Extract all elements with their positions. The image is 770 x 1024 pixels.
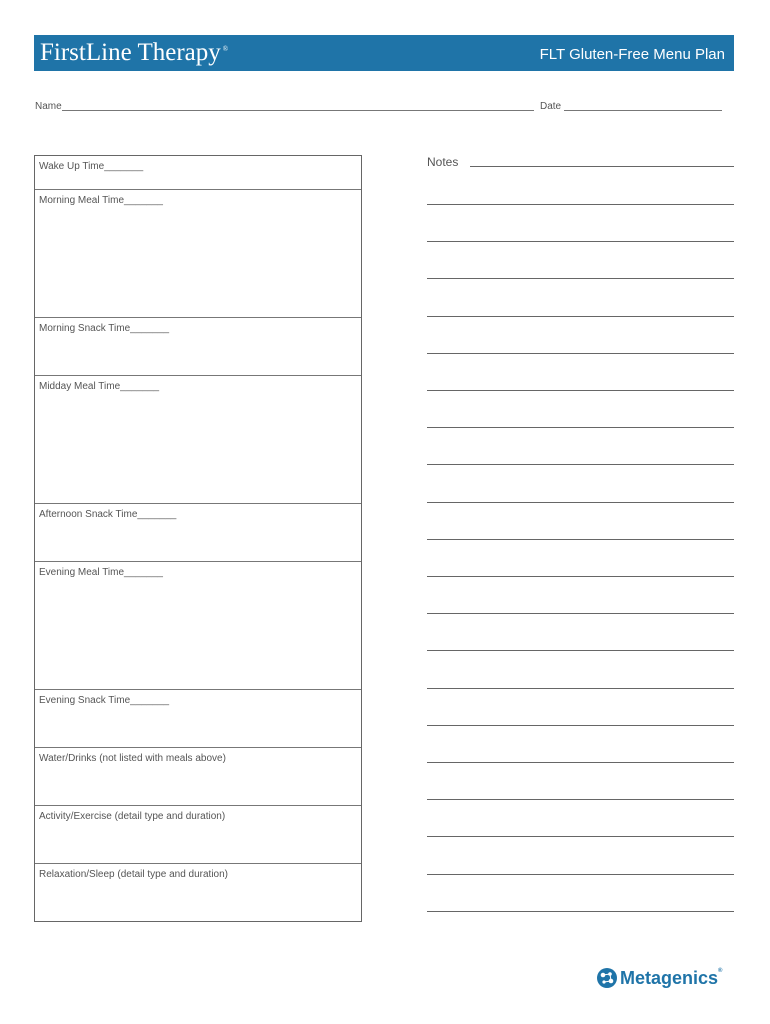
schedule-row[interactable] bbox=[35, 747, 361, 805]
notes-line[interactable] bbox=[427, 278, 734, 279]
molecule-icon bbox=[596, 967, 618, 989]
row-label: Wake Up Time_______ bbox=[39, 161, 144, 172]
notes-line[interactable] bbox=[427, 762, 734, 763]
logo-text bbox=[620, 968, 722, 989]
schedule-row[interactable] bbox=[35, 689, 361, 747]
schedule-row[interactable] bbox=[35, 156, 361, 189]
brand-name: FirstLine Therapy bbox=[40, 39, 221, 66]
notes-line[interactable] bbox=[427, 353, 734, 354]
notes-line[interactable] bbox=[427, 204, 734, 205]
schedule-row[interactable] bbox=[35, 863, 361, 921]
schedule-row[interactable] bbox=[35, 317, 361, 375]
notes-label: Notes bbox=[427, 155, 459, 169]
row-label: Evening Snack Time_______ bbox=[39, 695, 170, 706]
brand-mark: ® bbox=[222, 45, 229, 53]
notes-line[interactable] bbox=[427, 725, 734, 726]
notes-line[interactable] bbox=[427, 613, 734, 614]
metagenics-logo bbox=[596, 966, 736, 992]
notes-line[interactable] bbox=[427, 390, 734, 391]
notes-line[interactable] bbox=[427, 799, 734, 800]
name-field[interactable] bbox=[62, 110, 534, 111]
notes-line[interactable] bbox=[427, 316, 734, 317]
notes-line[interactable] bbox=[427, 836, 734, 837]
row-label: Morning Snack Time_______ bbox=[39, 323, 170, 334]
schedule-row[interactable] bbox=[35, 561, 361, 689]
notes-line[interactable] bbox=[427, 874, 734, 875]
notes-line[interactable] bbox=[427, 911, 734, 912]
notes-line[interactable] bbox=[427, 241, 734, 242]
row-label: Water/Drinks (not listed with meals above) bbox=[39, 753, 226, 764]
notes-line[interactable] bbox=[470, 166, 734, 167]
schedule-row[interactable] bbox=[35, 189, 361, 317]
row-label: Evening Meal Time_______ bbox=[39, 567, 163, 578]
row-label: Morning Meal Time_______ bbox=[39, 195, 163, 206]
notes-line[interactable] bbox=[427, 464, 734, 465]
notes-line[interactable] bbox=[427, 427, 734, 428]
row-label: Afternoon Snack Time_______ bbox=[39, 509, 177, 520]
row-label: Relaxation/Sleep (detail type and duration) bbox=[39, 869, 229, 880]
row-label: Midday Meal Time_______ bbox=[39, 381, 160, 392]
schedule-row[interactable] bbox=[35, 375, 361, 503]
schedule-row[interactable] bbox=[35, 805, 361, 863]
plan-title: FLT Gluten-Free Menu Plan bbox=[539, 46, 725, 63]
header-banner bbox=[34, 35, 734, 71]
logo-wordmark: Metagenics bbox=[620, 968, 719, 988]
notes-line[interactable] bbox=[427, 502, 734, 503]
schedule-row[interactable] bbox=[35, 503, 361, 561]
date-field[interactable] bbox=[564, 110, 722, 111]
brand-title bbox=[40, 39, 228, 67]
name-label: Name bbox=[35, 101, 62, 112]
schedule-table bbox=[34, 155, 362, 922]
date-label: Date bbox=[540, 101, 562, 112]
notes-line[interactable] bbox=[427, 539, 734, 540]
row-label: Activity/Exercise (detail type and duration) bbox=[39, 811, 226, 822]
notes-line[interactable] bbox=[427, 576, 734, 577]
notes-line[interactable] bbox=[427, 688, 734, 689]
logo-mark: ® bbox=[718, 968, 723, 974]
notes-line[interactable] bbox=[427, 650, 734, 651]
